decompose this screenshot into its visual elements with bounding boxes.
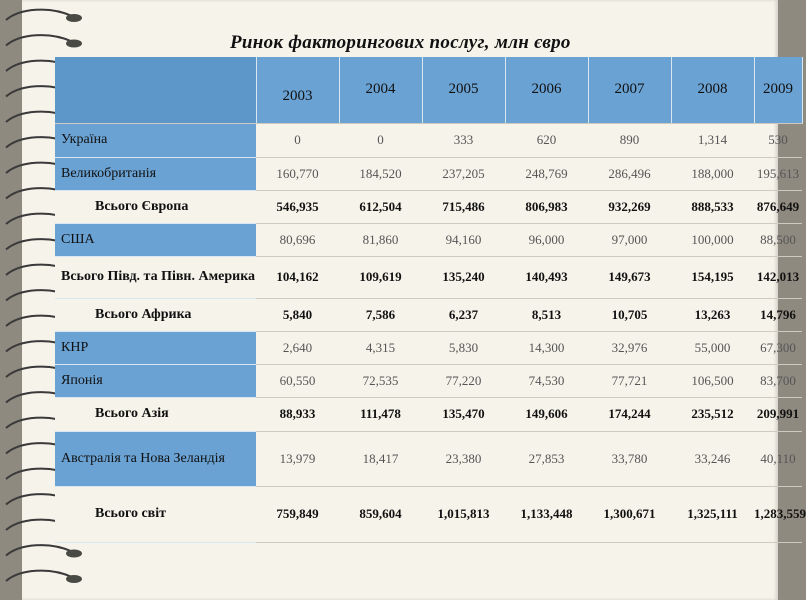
value-cell: 135,240	[422, 256, 505, 298]
value-cell: 23,380	[422, 431, 505, 486]
year-header: 2006	[505, 57, 588, 123]
table-row	[55, 190, 802, 223]
value-cell: 142,013	[754, 256, 802, 298]
value-cell: 888,533	[671, 190, 754, 223]
value-cell: 530	[754, 123, 802, 157]
value-cell: 149,606	[505, 397, 588, 431]
value-cell: 149,673	[588, 256, 671, 298]
table-row	[55, 331, 802, 364]
value-cell: 1,314	[671, 123, 754, 157]
value-cell: 83,700	[754, 364, 802, 397]
value-cell: 620	[505, 123, 588, 157]
value-cell: 612,504	[339, 190, 422, 223]
value-cell: 97,000	[588, 223, 671, 256]
value-cell: 248,769	[505, 157, 588, 190]
table-row	[55, 256, 802, 298]
value-cell: 546,935	[256, 190, 339, 223]
row-label: Всього Півд. та Півн. Америка	[55, 256, 256, 298]
year-header: 2009	[754, 57, 802, 123]
value-cell: 14,796	[754, 298, 802, 331]
value-cell: 876,649	[754, 190, 802, 223]
table-header-row	[55, 57, 802, 123]
table-row	[55, 223, 802, 256]
value-cell: 10,705	[588, 298, 671, 331]
year-header: 2007	[588, 57, 671, 123]
row-label: КНР	[55, 331, 256, 364]
value-cell: 0	[256, 123, 339, 157]
year-header: 2003	[256, 57, 339, 123]
value-cell: 715,486	[422, 190, 505, 223]
value-cell: 1,300,671	[588, 486, 671, 542]
year-header: 2008	[671, 57, 754, 123]
row-label: Всього світ	[55, 486, 256, 542]
value-cell: 237,205	[422, 157, 505, 190]
year-header: 2005	[422, 57, 505, 123]
value-cell: 14,300	[505, 331, 588, 364]
year-header: 2004	[339, 57, 422, 123]
value-cell: 188,000	[671, 157, 754, 190]
value-cell: 195,613	[754, 157, 802, 190]
value-cell: 140,493	[505, 256, 588, 298]
value-cell: 106,500	[671, 364, 754, 397]
value-cell: 96,000	[505, 223, 588, 256]
value-cell: 94,160	[422, 223, 505, 256]
row-label: Великобританія	[55, 157, 256, 190]
value-cell: 859,604	[339, 486, 422, 542]
value-cell: 209,991	[754, 397, 802, 431]
value-cell: 1,015,813	[422, 486, 505, 542]
value-cell: 88,500	[754, 223, 802, 256]
value-cell: 55,000	[671, 331, 754, 364]
value-cell: 77,220	[422, 364, 505, 397]
factoring-table	[55, 57, 806, 543]
value-cell: 890	[588, 123, 671, 157]
value-cell: 72,535	[339, 364, 422, 397]
table-row	[55, 298, 802, 331]
row-label: Всього Європа	[55, 190, 256, 223]
value-cell: 77,721	[588, 364, 671, 397]
value-cell: 5,830	[422, 331, 505, 364]
row-label: Україна	[55, 123, 256, 157]
value-cell: 33,246	[671, 431, 754, 486]
binding-ring	[6, 10, 82, 22]
value-cell: 2,640	[256, 331, 339, 364]
value-cell: 100,000	[671, 223, 754, 256]
value-cell: 13,263	[671, 298, 754, 331]
table-row	[55, 364, 802, 397]
table-row	[55, 431, 802, 486]
value-cell: 184,520	[339, 157, 422, 190]
value-cell: 111,478	[339, 397, 422, 431]
value-cell: 154,195	[671, 256, 754, 298]
table-row	[55, 397, 802, 431]
value-cell: 1,283,559	[754, 486, 802, 542]
value-cell: 7,586	[339, 298, 422, 331]
value-cell: 8,513	[505, 298, 588, 331]
value-cell: 932,269	[588, 190, 671, 223]
value-cell: 1,133,448	[505, 486, 588, 542]
value-cell: 40,110	[754, 431, 802, 486]
value-cell: 174,244	[588, 397, 671, 431]
value-cell: 135,470	[422, 397, 505, 431]
value-cell: 286,496	[588, 157, 671, 190]
value-cell: 160,770	[256, 157, 339, 190]
value-cell: 88,933	[256, 397, 339, 431]
value-cell: 104,162	[256, 256, 339, 298]
table-row	[55, 486, 802, 542]
value-cell: 109,619	[339, 256, 422, 298]
row-label: Австралія та Нова Зеландія	[55, 431, 256, 486]
value-cell: 67,300	[754, 331, 802, 364]
table-row	[55, 123, 802, 157]
binding-ring	[6, 35, 82, 47]
value-cell: 60,550	[256, 364, 339, 397]
value-cell: 6,237	[422, 298, 505, 331]
binding-ring	[6, 545, 82, 557]
value-cell: 759,849	[256, 486, 339, 542]
value-cell: 74,530	[505, 364, 588, 397]
table-row	[55, 157, 802, 190]
row-label: США	[55, 223, 256, 256]
value-cell: 33,780	[588, 431, 671, 486]
value-cell: 80,696	[256, 223, 339, 256]
page-title: Ринок факторингових послуг, млн євро	[230, 32, 571, 53]
value-cell: 18,417	[339, 431, 422, 486]
row-label: Японія	[55, 364, 256, 397]
binding-ring	[6, 571, 82, 583]
row-label: Всього Азія	[55, 397, 256, 431]
value-cell: 1,325,111	[671, 486, 754, 542]
value-cell: 13,979	[256, 431, 339, 486]
table-corner-cell	[55, 57, 256, 123]
value-cell: 32,976	[588, 331, 671, 364]
value-cell: 27,853	[505, 431, 588, 486]
value-cell: 333	[422, 123, 505, 157]
value-cell: 4,315	[339, 331, 422, 364]
value-cell: 5,840	[256, 298, 339, 331]
value-cell: 806,983	[505, 190, 588, 223]
value-cell: 81,860	[339, 223, 422, 256]
row-label: Всього Африка	[55, 298, 256, 331]
value-cell: 235,512	[671, 397, 754, 431]
value-cell: 0	[339, 123, 422, 157]
